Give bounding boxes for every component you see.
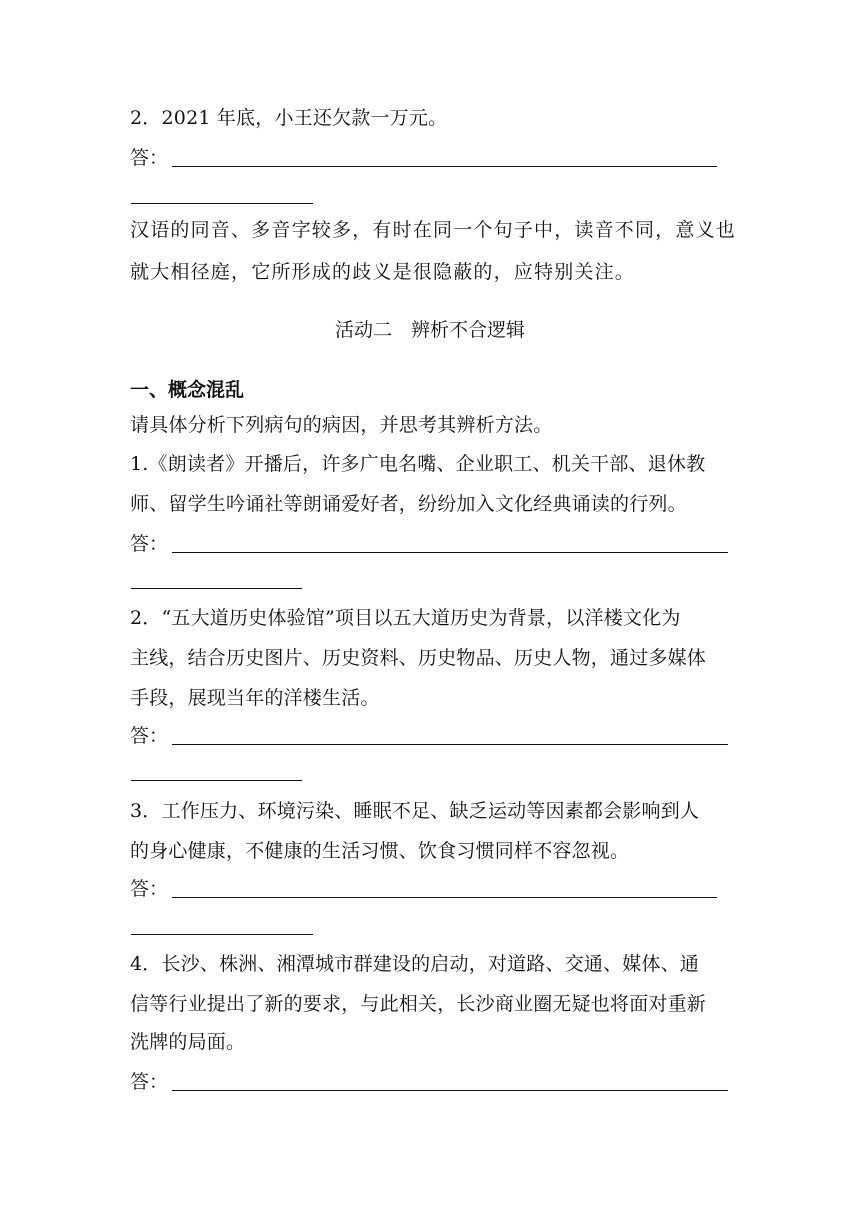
answer-label: 答： — [130, 878, 169, 900]
answer-label: 答： — [130, 1071, 169, 1093]
note-line-1: 汉语的同音、多音字较多，有时在同一个句子中，读音不同，意义也 — [130, 219, 737, 241]
answer-blank-continuation[interactable] — [131, 934, 313, 935]
section-title: 一、概念混乱 — [130, 379, 245, 401]
question-line: 4．长沙、株洲、湘潭城市群建设的启动，对道路、交通、媒体、通 — [130, 953, 700, 975]
answer-label: 答： — [130, 147, 169, 169]
answer-blank-continuation[interactable] — [131, 588, 302, 589]
answer-blank[interactable] — [172, 552, 728, 553]
answer-blank-continuation[interactable] — [131, 203, 313, 204]
question-line: 3．工作压力、环境污染、睡眠不足、缺乏运动等因素都会影响到人 — [130, 800, 700, 822]
activity-title: 活动二 辨析不合逻辑 — [334, 319, 525, 341]
answer-blank[interactable] — [172, 166, 717, 167]
answer-blank[interactable] — [172, 897, 717, 898]
answer-line — [130, 877, 168, 901]
answer-blank[interactable] — [172, 744, 728, 745]
answer-line — [130, 532, 168, 556]
question-text: 2．2021 年底，小王还欠款一万元。 — [130, 107, 448, 129]
question-line: 师、留学生吟诵社等朗诵爱好者，纷纷加入文化经典诵读的行列。 — [130, 493, 687, 515]
instruction: 请具体分析下列病句的病因，并思考其辨析方法。 — [130, 414, 553, 436]
answer-label: 答： — [130, 533, 169, 555]
question-line: 洗牌的局面。 — [130, 1031, 246, 1053]
answer-label: 答： — [130, 725, 169, 747]
question-line: 的身心健康，不健康的生活习惯、饮食习惯同样不容忽视。 — [130, 840, 630, 862]
answer-line — [130, 146, 168, 170]
question-line: 2．“五大道历史体验馆”项目以五大道历史为背景，以洋楼文化为 — [130, 607, 681, 629]
question-line: 信等行业提出了新的要求，与此相关，长沙商业圈无疑也将面对重新 — [130, 993, 707, 1015]
question-line: 手段，展现当年的洋楼生活。 — [130, 687, 380, 709]
question-line: 主线，结合历史图片、历史资料、历史物品、历史人物，通过多媒体 — [130, 647, 707, 669]
answer-line — [130, 724, 168, 748]
answer-blank-continuation[interactable] — [131, 780, 302, 781]
note-line-2: 就大相径庭，它所形成的歧义是很隐蔽的，应特别关注。 — [130, 261, 636, 283]
answer-line — [130, 1070, 168, 1094]
answer-blank[interactable] — [172, 1090, 728, 1091]
question-line: 1.《朗读者》开播后，许多广电名嘴、企业职工、机关干部、退休教 — [130, 453, 706, 475]
